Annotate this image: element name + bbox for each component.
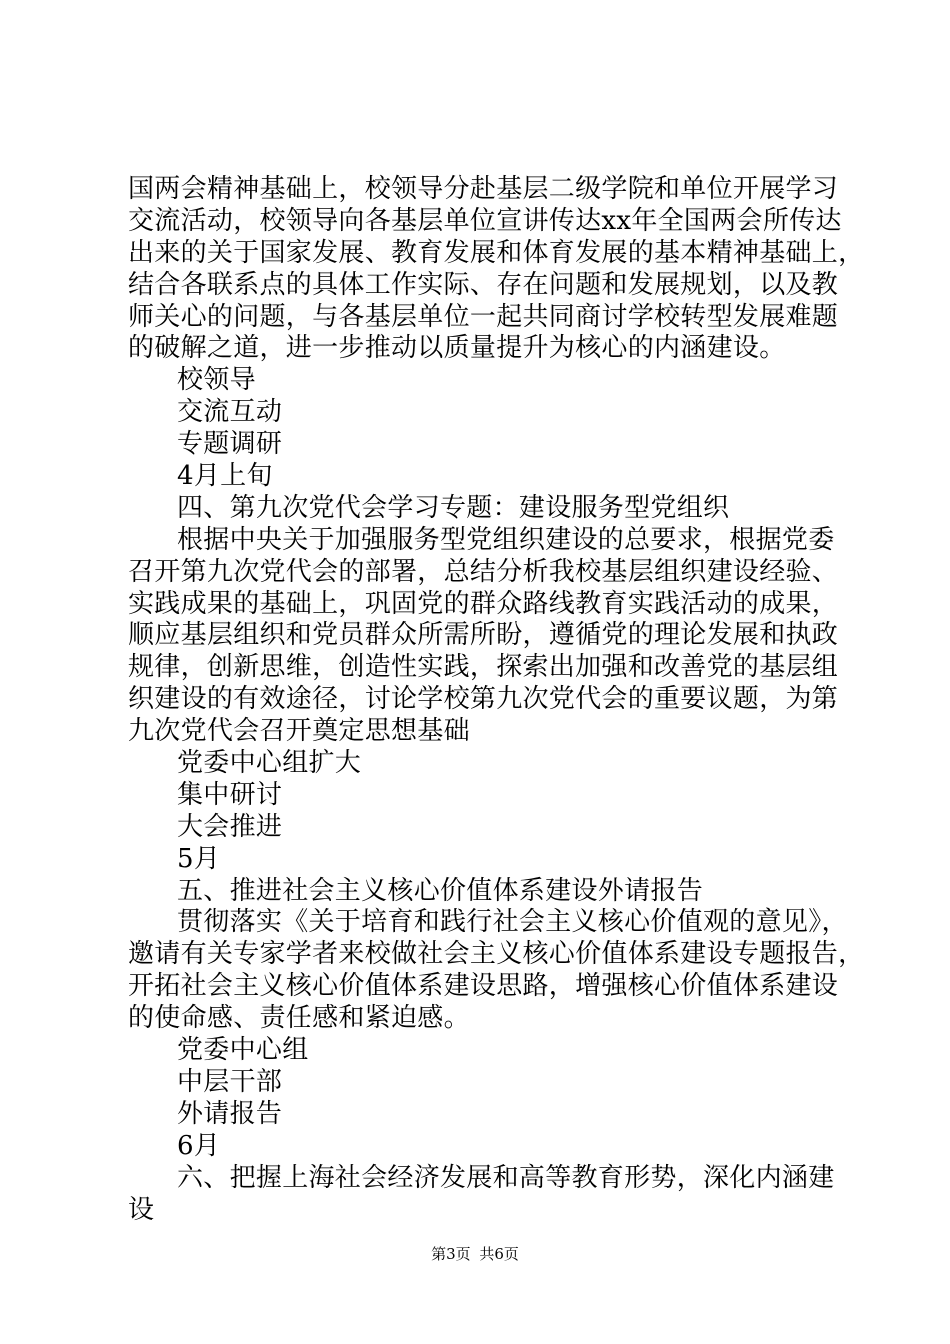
text-line: 的使命感、责任感和紧迫感。 [128, 1003, 470, 1034]
text-line: 贯彻落实《关于培育和践行社会主义核心价值观的意见》， [177, 907, 848, 938]
text-line: 交流活动，校领导向各基层单位宣讲传达xx年全国两会所传达 [128, 205, 842, 236]
document-body [128, 174, 865, 1226]
page-number: 第3页 [431, 1245, 471, 1263]
text-line: 交流互动 [177, 397, 283, 428]
text-line: 设 [128, 1194, 155, 1225]
text-line: 根据中央关于加强服务型党组织建设的总要求，根据党委 [177, 524, 835, 555]
text-line: 召开第九次党代会的部署，总结分析我校基层组织建设经验、 [128, 556, 839, 587]
text-line: 结合各联系点的具体工作实际、存在问题和发展规划，以及教 [128, 269, 839, 300]
text-line: 党委中心组 [177, 1035, 309, 1066]
text-line: 四、第九次党代会学习专题：建设服务型党组织 [177, 492, 730, 523]
text-line: 4月上旬 [177, 461, 273, 492]
text-line: 国两会精神基础上，校领导分赴基层二级学院和单位开展学习 [128, 174, 839, 204]
text-line: 党委中心组扩大 [177, 748, 362, 779]
page-footer [0, 1244, 950, 1264]
text-line: 5月 [177, 843, 221, 874]
page-total: 共6页 [479, 1245, 519, 1263]
text-line: 实践成果的基础上，巩固党的群众路线教育实践活动的成果， [128, 588, 839, 619]
text-line: 校领导 [177, 365, 256, 396]
text-line: 师关心的问题，与各基层单位一起共同商讨学校转型发展难题 [128, 301, 839, 332]
text-line: 规律，创新思维，创造性实践，探索出加强和改善党的基层组 [128, 652, 839, 683]
text-line: 邀请有关专家学者来校做社会主义核心价值体系建设专题报告， [128, 939, 865, 970]
text-line: 外请报告 [177, 1098, 283, 1129]
text-line: 中层干部 [177, 1066, 283, 1097]
text-line: 九次党代会召开奠定思想基础 [128, 716, 470, 747]
text-line: 6月 [177, 1130, 221, 1161]
text-line: 织建设的有效途径，讨论学校第九次党代会的重要议题，为第 [128, 684, 839, 715]
text-line: 的破解之道，进一步推动以质量提升为核心的内涵建设。 [128, 333, 786, 364]
text-line: 开拓社会主义核心价值体系建设思路，增强核心价值体系建设 [128, 971, 839, 1002]
text-line: 顺应基层组织和党员群众所需所盼，遵循党的理论发展和执政 [128, 620, 839, 651]
text-line: 专题调研 [177, 429, 283, 460]
text-line: 五、推进社会主义核心价值体系建设外请报告 [177, 875, 704, 906]
text-line: 六、把握上海社会经济发展和高等教育形势，深化内涵建 [177, 1162, 835, 1193]
text-line: 集中研讨 [177, 779, 283, 810]
text-line: 大会推进 [177, 811, 283, 842]
text-line: 出来的关于国家发展、教育发展和体育发展的基本精神基础上， [128, 237, 865, 268]
